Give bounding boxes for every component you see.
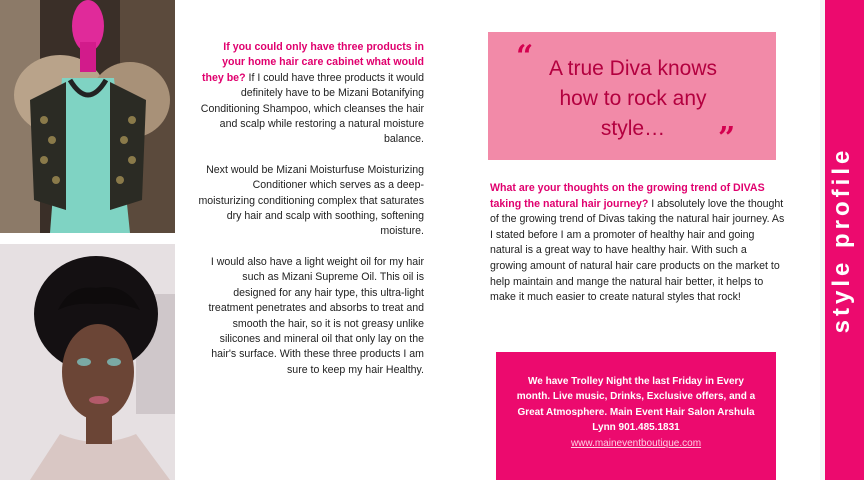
- left-paragraph-1: [198, 40, 424, 148]
- portrait-image: [0, 244, 175, 480]
- mannequin-image: [0, 0, 175, 233]
- left-article-column: [198, 40, 424, 393]
- answer-1: If I could have three products it would definitely have to be Mizani Botanifying Conditioning Shampoo, which cleanses the hair and scalp while restoring a natural moisture balance.: [200, 71, 424, 146]
- open-quote-icon: “: [516, 39, 534, 74]
- pull-quote-text: A true Diva knows how to rock any style…: [548, 57, 718, 140]
- event-info-text: We have Trolley Night the last Friday in Every month. Live music, Drinks, Exclusive offers, and a Great Atmosphere. Main Event Hair Salon Arshula Lynn 901.485.1831: [516, 376, 756, 434]
- right-article-column: [490, 181, 786, 306]
- left-paragraph-2: Next would be Mizani Moisturfuse Moisturizing Conditioner which serves as a deep-moisturizing conditioning complex that saturates dry hair and scalp with soothing, softening moisture.: [198, 163, 424, 238]
- website-link[interactable]: www.maineventboutique.com: [570, 437, 702, 449]
- close-quote-icon: ”: [718, 121, 736, 156]
- question-2: What are your thoughts on the growing trend of DIVAS taking the natural hair journey?: [490, 182, 765, 210]
- left-paragraph-3: I would also have a light weight oil for my hair such as Mizani Supreme Oil. This oil is designed for any hair type, this ultra-light treatment penetrates and absorbs to treat and smooth the hair, so it is not greasy unlike silicones and mineral oil that only lay on the hair's surface. With these three products I am sure to keep my hair Healthy.: [208, 255, 424, 376]
- sidebar-title: style profile: [828, 146, 855, 334]
- style-profile-sidebar: [820, 0, 864, 480]
- answer-2: I absolutely love the thought of the growing trend of Divas taking the natural hair journey. As I stated before I am a promoter of healthy hair and going natural is a great way to have healthy hair. With such a growing amount of natural hair care products on the market to help maintain and mange the natural hair better, it helps to make it much easier to create natural styles that rock!: [490, 197, 785, 304]
- pull-quote-box: [488, 32, 776, 160]
- mannequin-photo: [0, 0, 175, 233]
- portrait-photo: [0, 244, 175, 480]
- question-1: If you could only have three products in your home hair care cabinet what would they be?: [201, 41, 424, 84]
- event-info-box: [496, 352, 776, 480]
